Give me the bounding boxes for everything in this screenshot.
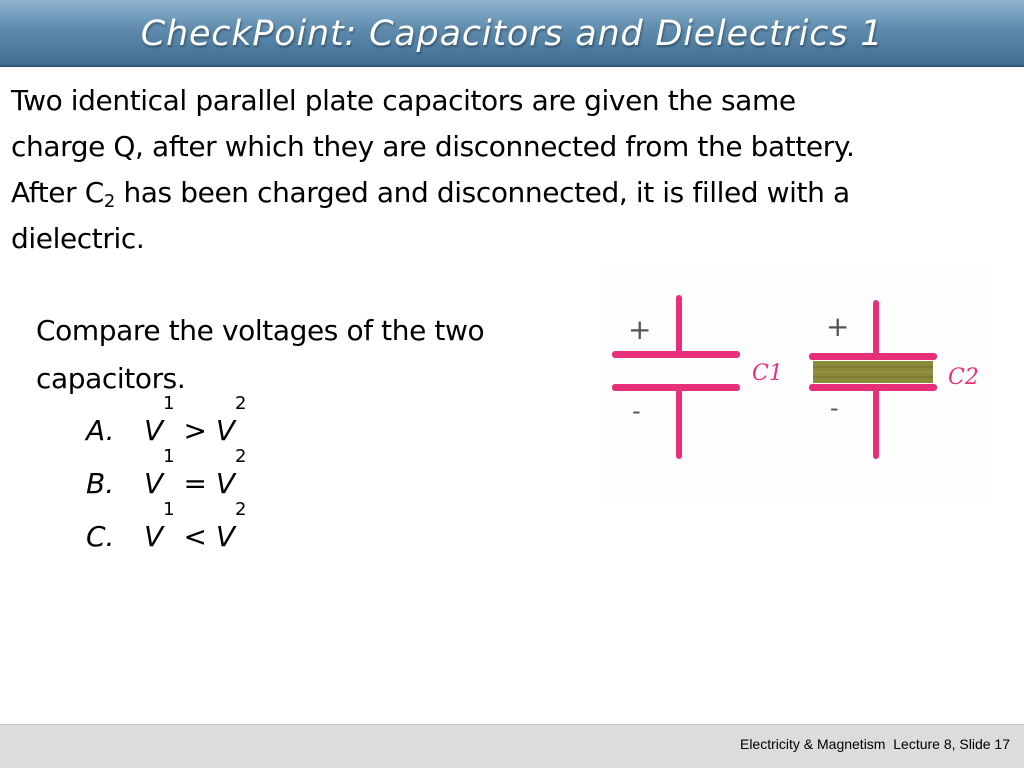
option-left-sub: 1 bbox=[163, 446, 175, 467]
option-letter: B. bbox=[86, 467, 115, 500]
option-operator: < bbox=[174, 520, 216, 553]
option-right-sub: 2 bbox=[235, 446, 247, 467]
intro-line-3-pre: After C bbox=[11, 176, 104, 209]
option-left-var: V bbox=[144, 414, 164, 447]
c2-bottom-lead bbox=[873, 389, 879, 459]
intro-line-3-sub: 2 bbox=[103, 191, 115, 212]
answer-options bbox=[86, 393, 247, 563]
question-line-1: Compare the voltages of the two bbox=[36, 314, 485, 347]
option-left-var: V bbox=[144, 467, 164, 500]
c2-bottom-plate bbox=[809, 384, 937, 391]
option-letter: C. bbox=[86, 520, 115, 553]
capacitor-c2 bbox=[809, 300, 979, 459]
question-line-2: capacitors. bbox=[36, 362, 186, 395]
option-right-sub: 2 bbox=[235, 393, 247, 414]
c2-top-plate bbox=[809, 353, 937, 360]
option-right-var: V bbox=[215, 414, 236, 447]
question-text bbox=[36, 307, 596, 403]
option-right-var: V bbox=[215, 520, 236, 553]
c1-label: C1 bbox=[752, 361, 783, 386]
option-operator: = bbox=[174, 467, 216, 500]
capacitor-diagram bbox=[600, 268, 990, 500]
intro-line-3-post: has been charged and disconnected, it is filled with a bbox=[114, 176, 850, 209]
option-left-var: V bbox=[144, 520, 164, 553]
intro-paragraph bbox=[11, 78, 1016, 262]
option-left-sub: 1 bbox=[163, 393, 175, 414]
capacitor-c1 bbox=[612, 295, 783, 459]
option-left-sub: 1 bbox=[163, 499, 175, 520]
footer-text: Electricity & Magnetism Lecture 8, Slide 17 bbox=[739, 736, 1010, 752]
option-c bbox=[86, 499, 247, 563]
c1-bottom-lead bbox=[676, 389, 682, 459]
c1-top-lead bbox=[676, 295, 682, 353]
c2-plus-sign: + bbox=[826, 310, 850, 343]
intro-line-4: dielectric. bbox=[11, 222, 145, 255]
slide-title: CheckPoint: Capacitors and Dielectrics 1 bbox=[140, 14, 884, 54]
option-operator: > bbox=[174, 414, 216, 447]
c1-top-plate bbox=[612, 351, 740, 358]
c2-minus-sign: - bbox=[830, 394, 839, 422]
c2-top-lead bbox=[873, 300, 879, 355]
intro-line-3 bbox=[11, 170, 1016, 216]
option-letter: A. bbox=[86, 414, 115, 447]
c2-label: C2 bbox=[948, 365, 979, 390]
c1-bottom-plate bbox=[612, 384, 740, 391]
intro-line-2: charge Q, after which they are disconnected from the battery. bbox=[11, 130, 855, 163]
option-right-var: V bbox=[215, 467, 236, 500]
c1-plus-sign: + bbox=[628, 313, 652, 346]
option-right-sub: 2 bbox=[235, 499, 247, 520]
intro-line-1: Two identical parallel plate capacitors are given the same bbox=[11, 84, 796, 117]
c1-minus-sign: - bbox=[632, 397, 641, 425]
